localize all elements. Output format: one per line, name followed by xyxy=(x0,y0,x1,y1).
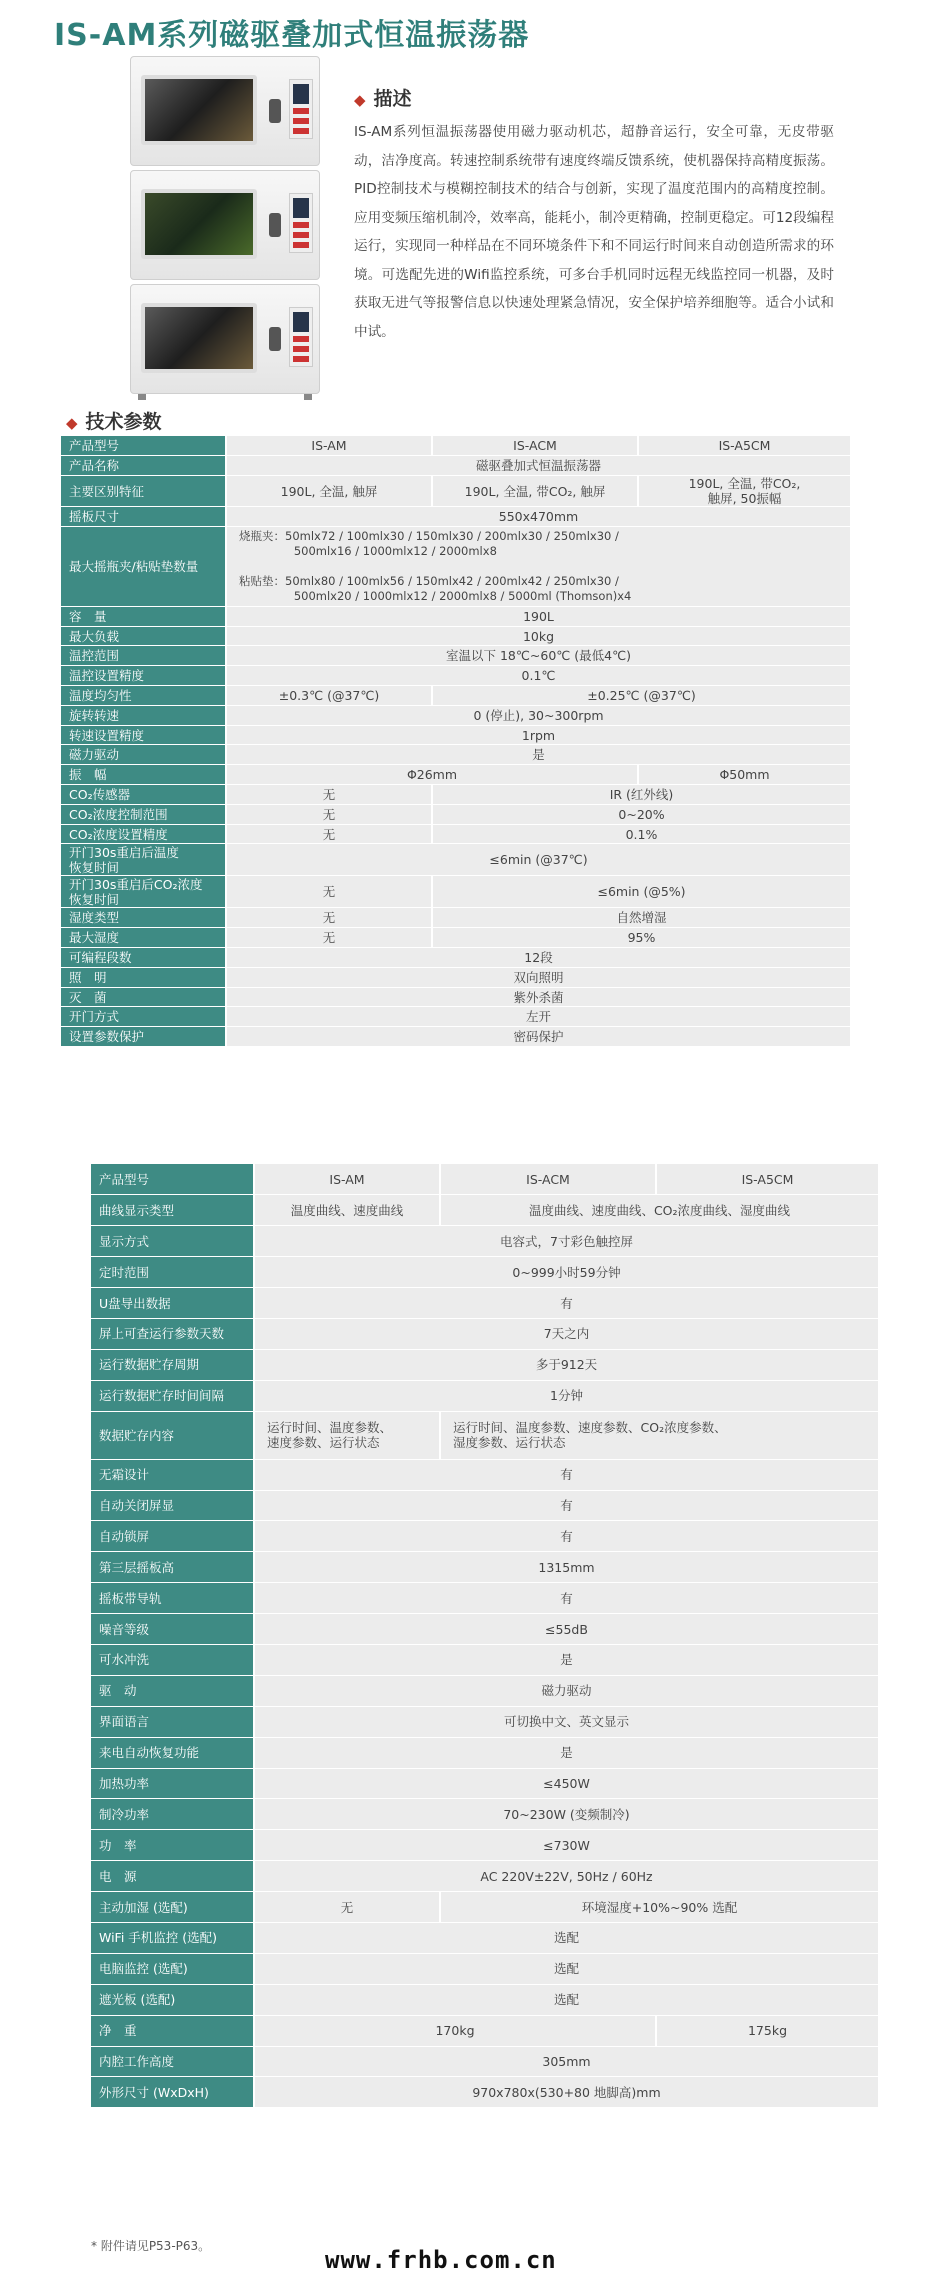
row-label: 湿度类型 xyxy=(61,908,226,928)
row-value: 175kg xyxy=(656,2015,878,2046)
table-row xyxy=(91,1257,878,1288)
row-label: 运行数据贮存时间间隔 xyxy=(91,1380,254,1411)
row-label: 制冷功率 xyxy=(91,1799,254,1830)
row-value: 无 xyxy=(226,824,432,844)
row-value: 1分钟 xyxy=(254,1380,878,1411)
table-row xyxy=(91,1861,878,1892)
row-label: 可编程段数 xyxy=(61,948,226,968)
row-value: 有 xyxy=(254,1288,878,1319)
table-row xyxy=(91,1490,878,1521)
table-row xyxy=(61,824,850,844)
row-value: 305mm xyxy=(254,2046,878,2077)
row-label: 外形尺寸 (WxDxH) xyxy=(91,2077,254,2108)
website-url: www.frhb.com.cn xyxy=(325,2246,557,2273)
row-value: 1315mm xyxy=(254,1552,878,1583)
row-label: 磁力驱动 xyxy=(61,745,226,765)
row-value: 运行时间、温度参数、速度参数、CO₂浓度参数、 湿度参数、运行状态 xyxy=(440,1411,878,1459)
row-label: 开门30s重启后温度 恢复时间 xyxy=(61,844,226,876)
row-value: 有 xyxy=(254,1459,878,1490)
row-value: 970x780x(530+80 地脚高)mm xyxy=(254,2077,878,2108)
row-label: 功 率 xyxy=(91,1830,254,1861)
table-row xyxy=(61,507,850,527)
row-value: AC 220V±22V, 50Hz / 60Hz xyxy=(254,1861,878,1892)
table-row xyxy=(61,1027,850,1047)
table-row xyxy=(91,1349,878,1380)
row-label: 定时范围 xyxy=(91,1257,254,1288)
row-value: 运行时间、温度参数、 速度参数、运行状态 xyxy=(254,1411,440,1459)
row-label: 温控设置精度 xyxy=(61,666,226,686)
row-value: 选配 xyxy=(254,1953,878,1984)
table-row xyxy=(61,745,850,765)
footnote: * 附件请见P53-P63。 xyxy=(91,2239,211,2253)
table-row xyxy=(61,686,850,706)
table-row xyxy=(91,1706,878,1737)
row-value: ±0.25℃ (@37℃) xyxy=(432,686,850,706)
row-value: IS-ACM xyxy=(432,436,638,456)
table-row xyxy=(91,1768,878,1799)
table-row xyxy=(61,436,850,456)
row-label: 运行数据贮存周期 xyxy=(91,1349,254,1380)
description-text: IS-AM系列恒温振荡器使用磁力驱动机芯，超静音运行，安全可靠，无皮带驱动，洁净度高。转速控制系统带有速度终端反馈系统，使机器保持高精度振荡。PID控制技术与模糊控制技术的结合与创新，实现了温度范围内的高精度控制。应用变频压缩机制冷，效率高，能耗小，制冷更精确，控制更稳定。可12段编程运行，实现同一种样品在不同环境条件下和不同运行时间来自动创造所需求的环境。可选配先进的Wifi监控系统，可多台手机同时远程无线监控同一机器，及时获取无进气等报警信息以快速处理紧急情况，安全保护培养细胞等。适合小试和中试。 xyxy=(354,124,834,340)
row-value: 紫外杀菌 xyxy=(226,987,850,1007)
table-row xyxy=(61,876,850,908)
row-label: 内腔工作高度 xyxy=(91,2046,254,2077)
row-label: 设置参数保护 xyxy=(61,1027,226,1047)
row-value: 选配 xyxy=(254,1984,878,2015)
row-value: Φ50mm xyxy=(638,765,850,785)
row-label: 驱 动 xyxy=(91,1675,254,1706)
product-image xyxy=(130,56,320,401)
row-value: IR (红外线) xyxy=(432,785,850,805)
row-value: 有 xyxy=(254,1490,878,1521)
row-label: 噪音等级 xyxy=(91,1614,254,1645)
table-row xyxy=(61,765,850,785)
row-value: 190L, 全温, 带CO₂, 触屏 xyxy=(432,476,638,507)
row-value: 自然增湿 xyxy=(432,908,850,928)
table-row xyxy=(91,1614,878,1645)
row-value: IS-A5CM xyxy=(638,436,850,456)
row-value: 1rpm xyxy=(226,725,850,745)
row-label: 加热功率 xyxy=(91,1768,254,1799)
row-label: 可水冲洗 xyxy=(91,1644,254,1675)
row-value: 无 xyxy=(254,1892,440,1923)
table-row xyxy=(61,666,850,686)
row-value: IS-AM xyxy=(254,1164,440,1195)
table-row xyxy=(91,1521,878,1552)
row-value: 70~230W (变频制冷) xyxy=(254,1799,878,1830)
row-label: WiFi 手机监控 (选配) xyxy=(91,1922,254,1953)
row-value: 7天之内 xyxy=(254,1318,878,1349)
row-value: 是 xyxy=(254,1644,878,1675)
table-row xyxy=(91,2077,878,2108)
spec-table-2 xyxy=(91,1164,878,2108)
table-row xyxy=(91,1459,878,1490)
row-value: 有 xyxy=(254,1521,878,1552)
row-value: 12段 xyxy=(226,948,850,968)
table-row xyxy=(91,1922,878,1953)
table-row xyxy=(91,1830,878,1861)
table-row xyxy=(61,785,850,805)
table-row xyxy=(91,1380,878,1411)
table-row xyxy=(61,476,850,507)
row-value: 无 xyxy=(226,928,432,948)
row-value: ≤730W xyxy=(254,1830,878,1861)
table-row xyxy=(91,1164,878,1195)
row-label: 曲线显示类型 xyxy=(91,1195,254,1226)
table-row xyxy=(91,1737,878,1768)
table-row xyxy=(61,928,850,948)
row-label: 产品型号 xyxy=(61,436,226,456)
row-value: IS-A5CM xyxy=(656,1164,878,1195)
table-row xyxy=(91,1953,878,1984)
table-row xyxy=(61,626,850,646)
row-value: 选配 xyxy=(254,1922,878,1953)
row-label: 电 源 xyxy=(91,1861,254,1892)
table-row xyxy=(61,705,850,725)
row-label: 摇板带导轨 xyxy=(91,1583,254,1614)
table-row xyxy=(91,1583,878,1614)
table-row xyxy=(61,948,850,968)
specs-heading: ◆ 技术参数 xyxy=(66,411,162,433)
cabinet-middle xyxy=(130,170,320,280)
row-label: 旋转转速 xyxy=(61,705,226,725)
row-value: 温度曲线、速度曲线 xyxy=(254,1195,440,1226)
row-value: 0.1℃ xyxy=(226,666,850,686)
row-value: 190L, 全温, 带CO₂, 触屏, 50振幅 xyxy=(638,476,850,507)
row-value: 170kg xyxy=(254,2015,656,2046)
row-value: 0 (停止), 30~300rpm xyxy=(226,705,850,725)
table-row xyxy=(91,1892,878,1923)
diamond-bullet-icon: ◆ xyxy=(354,91,366,109)
row-label: 第三层摇板高 xyxy=(91,1552,254,1583)
page-title: IS-AM系列磁驱叠加式恒温振荡器 xyxy=(54,18,530,53)
row-value: ≤55dB xyxy=(254,1614,878,1645)
row-label: 转速设置精度 xyxy=(61,725,226,745)
cabinet-bottom xyxy=(130,284,320,394)
row-label: 容 量 xyxy=(61,606,226,626)
row-label: 主动加湿 (选配) xyxy=(91,1892,254,1923)
table-row xyxy=(91,1799,878,1830)
table-row xyxy=(61,526,850,606)
row-value: ≤6min (@5%) xyxy=(432,876,850,908)
row-value: IS-ACM xyxy=(440,1164,656,1195)
spec-table-1 xyxy=(61,436,850,1047)
row-label: 来电自动恢复功能 xyxy=(91,1737,254,1768)
row-value: 电容式，7寸彩色触控屏 xyxy=(254,1226,878,1257)
table-row xyxy=(91,1288,878,1319)
row-label: 产品型号 xyxy=(91,1164,254,1195)
row-value: 是 xyxy=(226,745,850,765)
row-label: 主要区别特征 xyxy=(61,476,226,507)
row-value: 左开 xyxy=(226,1007,850,1027)
row-label: 振 幅 xyxy=(61,765,226,785)
table-row xyxy=(91,1644,878,1675)
row-value: 温度曲线、速度曲线、CO₂浓度曲线、湿度曲线 xyxy=(440,1195,878,1226)
row-label: 无霜设计 xyxy=(91,1459,254,1490)
row-label: CO₂浓度控制范围 xyxy=(61,804,226,824)
row-label: CO₂传感器 xyxy=(61,785,226,805)
row-label: 摇板尺寸 xyxy=(61,507,226,527)
row-value: 磁力驱动 xyxy=(254,1675,878,1706)
row-label: 最大摇瓶夹/粘贴垫数量 xyxy=(61,526,226,606)
row-value: 无 xyxy=(226,908,432,928)
row-value: 环境湿度+10%~90% 选配 xyxy=(440,1892,878,1923)
row-label: 界面语言 xyxy=(91,1706,254,1737)
row-value: 0~999小时59分钟 xyxy=(254,1257,878,1288)
row-label: 开门方式 xyxy=(61,1007,226,1027)
row-label: 照 明 xyxy=(61,967,226,987)
row-label: 温控范围 xyxy=(61,646,226,666)
row-value: 有 xyxy=(254,1583,878,1614)
row-label: 遮光板 (选配) xyxy=(91,1984,254,2015)
row-value: ≤6min (@37℃) xyxy=(226,844,850,876)
row-value: 可切换中文、英文显示 xyxy=(254,1706,878,1737)
table-row xyxy=(61,1007,850,1027)
row-value: ±0.3℃ (@37℃) xyxy=(226,686,432,706)
table-row xyxy=(91,1226,878,1257)
row-label: 最大湿度 xyxy=(61,928,226,948)
row-label: 温度均匀性 xyxy=(61,686,226,706)
row-value: 磁驱叠加式恒温振荡器 xyxy=(226,456,850,476)
row-value: 双向照明 xyxy=(226,967,850,987)
row-label: 自动关闭屏显 xyxy=(91,1490,254,1521)
row-value: Φ26mm xyxy=(226,765,638,785)
table-row xyxy=(61,908,850,928)
row-label: 显示方式 xyxy=(91,1226,254,1257)
row-label: 电脑监控 (选配) xyxy=(91,1953,254,1984)
row-label: 产品名称 xyxy=(61,456,226,476)
row-label: 自动锁屏 xyxy=(91,1521,254,1552)
table-row xyxy=(91,2015,878,2046)
row-label: 净 重 xyxy=(91,2015,254,2046)
table-row xyxy=(61,804,850,824)
row-value: 10kg xyxy=(226,626,850,646)
table-row xyxy=(61,987,850,1007)
cabinet-top xyxy=(130,56,320,166)
row-value: 多于912天 xyxy=(254,1349,878,1380)
row-value: 190L, 全温, 触屏 xyxy=(226,476,432,507)
row-label: U盘导出数据 xyxy=(91,1288,254,1319)
description-heading: ◆ 描述 xyxy=(354,88,412,110)
row-value: 190L xyxy=(226,606,850,626)
row-label: 数据贮存内容 xyxy=(91,1411,254,1459)
row-value: ≤450W xyxy=(254,1768,878,1799)
row-label: CO₂浓度设置精度 xyxy=(61,824,226,844)
row-value: 无 xyxy=(226,804,432,824)
table-row xyxy=(61,725,850,745)
row-value: 0~20% xyxy=(432,804,850,824)
diamond-bullet-icon: ◆ xyxy=(66,414,78,432)
row-label: 最大负载 xyxy=(61,626,226,646)
row-value: 是 xyxy=(254,1737,878,1768)
table-row xyxy=(61,606,850,626)
row-label: 灭 菌 xyxy=(61,987,226,1007)
table-row xyxy=(91,1552,878,1583)
row-value: IS-AM xyxy=(226,436,432,456)
row-value: 烧瓶夹：50mlx72 / 100mlx30 / 150mlx30 / 200mlx30 / 250mlx30 / 500mlx16 / 1000mlx12 / 2000mlx8 粘贴垫：50mlx80 / 100mlx56 / 150mlx42 / 200mlx42 / 250mlx30 / 500mlx20 / 1000mlx12 / 2000mlx8 / 5000ml (Thomson)x4 xyxy=(226,526,850,606)
table-row xyxy=(91,2046,878,2077)
row-value: 无 xyxy=(226,785,432,805)
row-value: 无 xyxy=(226,876,432,908)
row-value: 密码保护 xyxy=(226,1027,850,1047)
table-row xyxy=(61,844,850,876)
table-row xyxy=(61,456,850,476)
table-row xyxy=(91,1675,878,1706)
table-row xyxy=(91,1411,878,1459)
row-value: 室温以下 18℃~60℃ (最低4℃) xyxy=(226,646,850,666)
row-value: 95% xyxy=(432,928,850,948)
table-row xyxy=(91,1984,878,2015)
row-value: 0.1% xyxy=(432,824,850,844)
table-row xyxy=(61,967,850,987)
row-label: 开门30s重启后CO₂浓度 恢复时间 xyxy=(61,876,226,908)
table-row xyxy=(91,1318,878,1349)
row-value: 550x470mm xyxy=(226,507,850,527)
cabinet-feet xyxy=(138,394,312,400)
table-row xyxy=(91,1195,878,1226)
table-row xyxy=(61,646,850,666)
row-label: 屏上可查运行参数天数 xyxy=(91,1318,254,1349)
